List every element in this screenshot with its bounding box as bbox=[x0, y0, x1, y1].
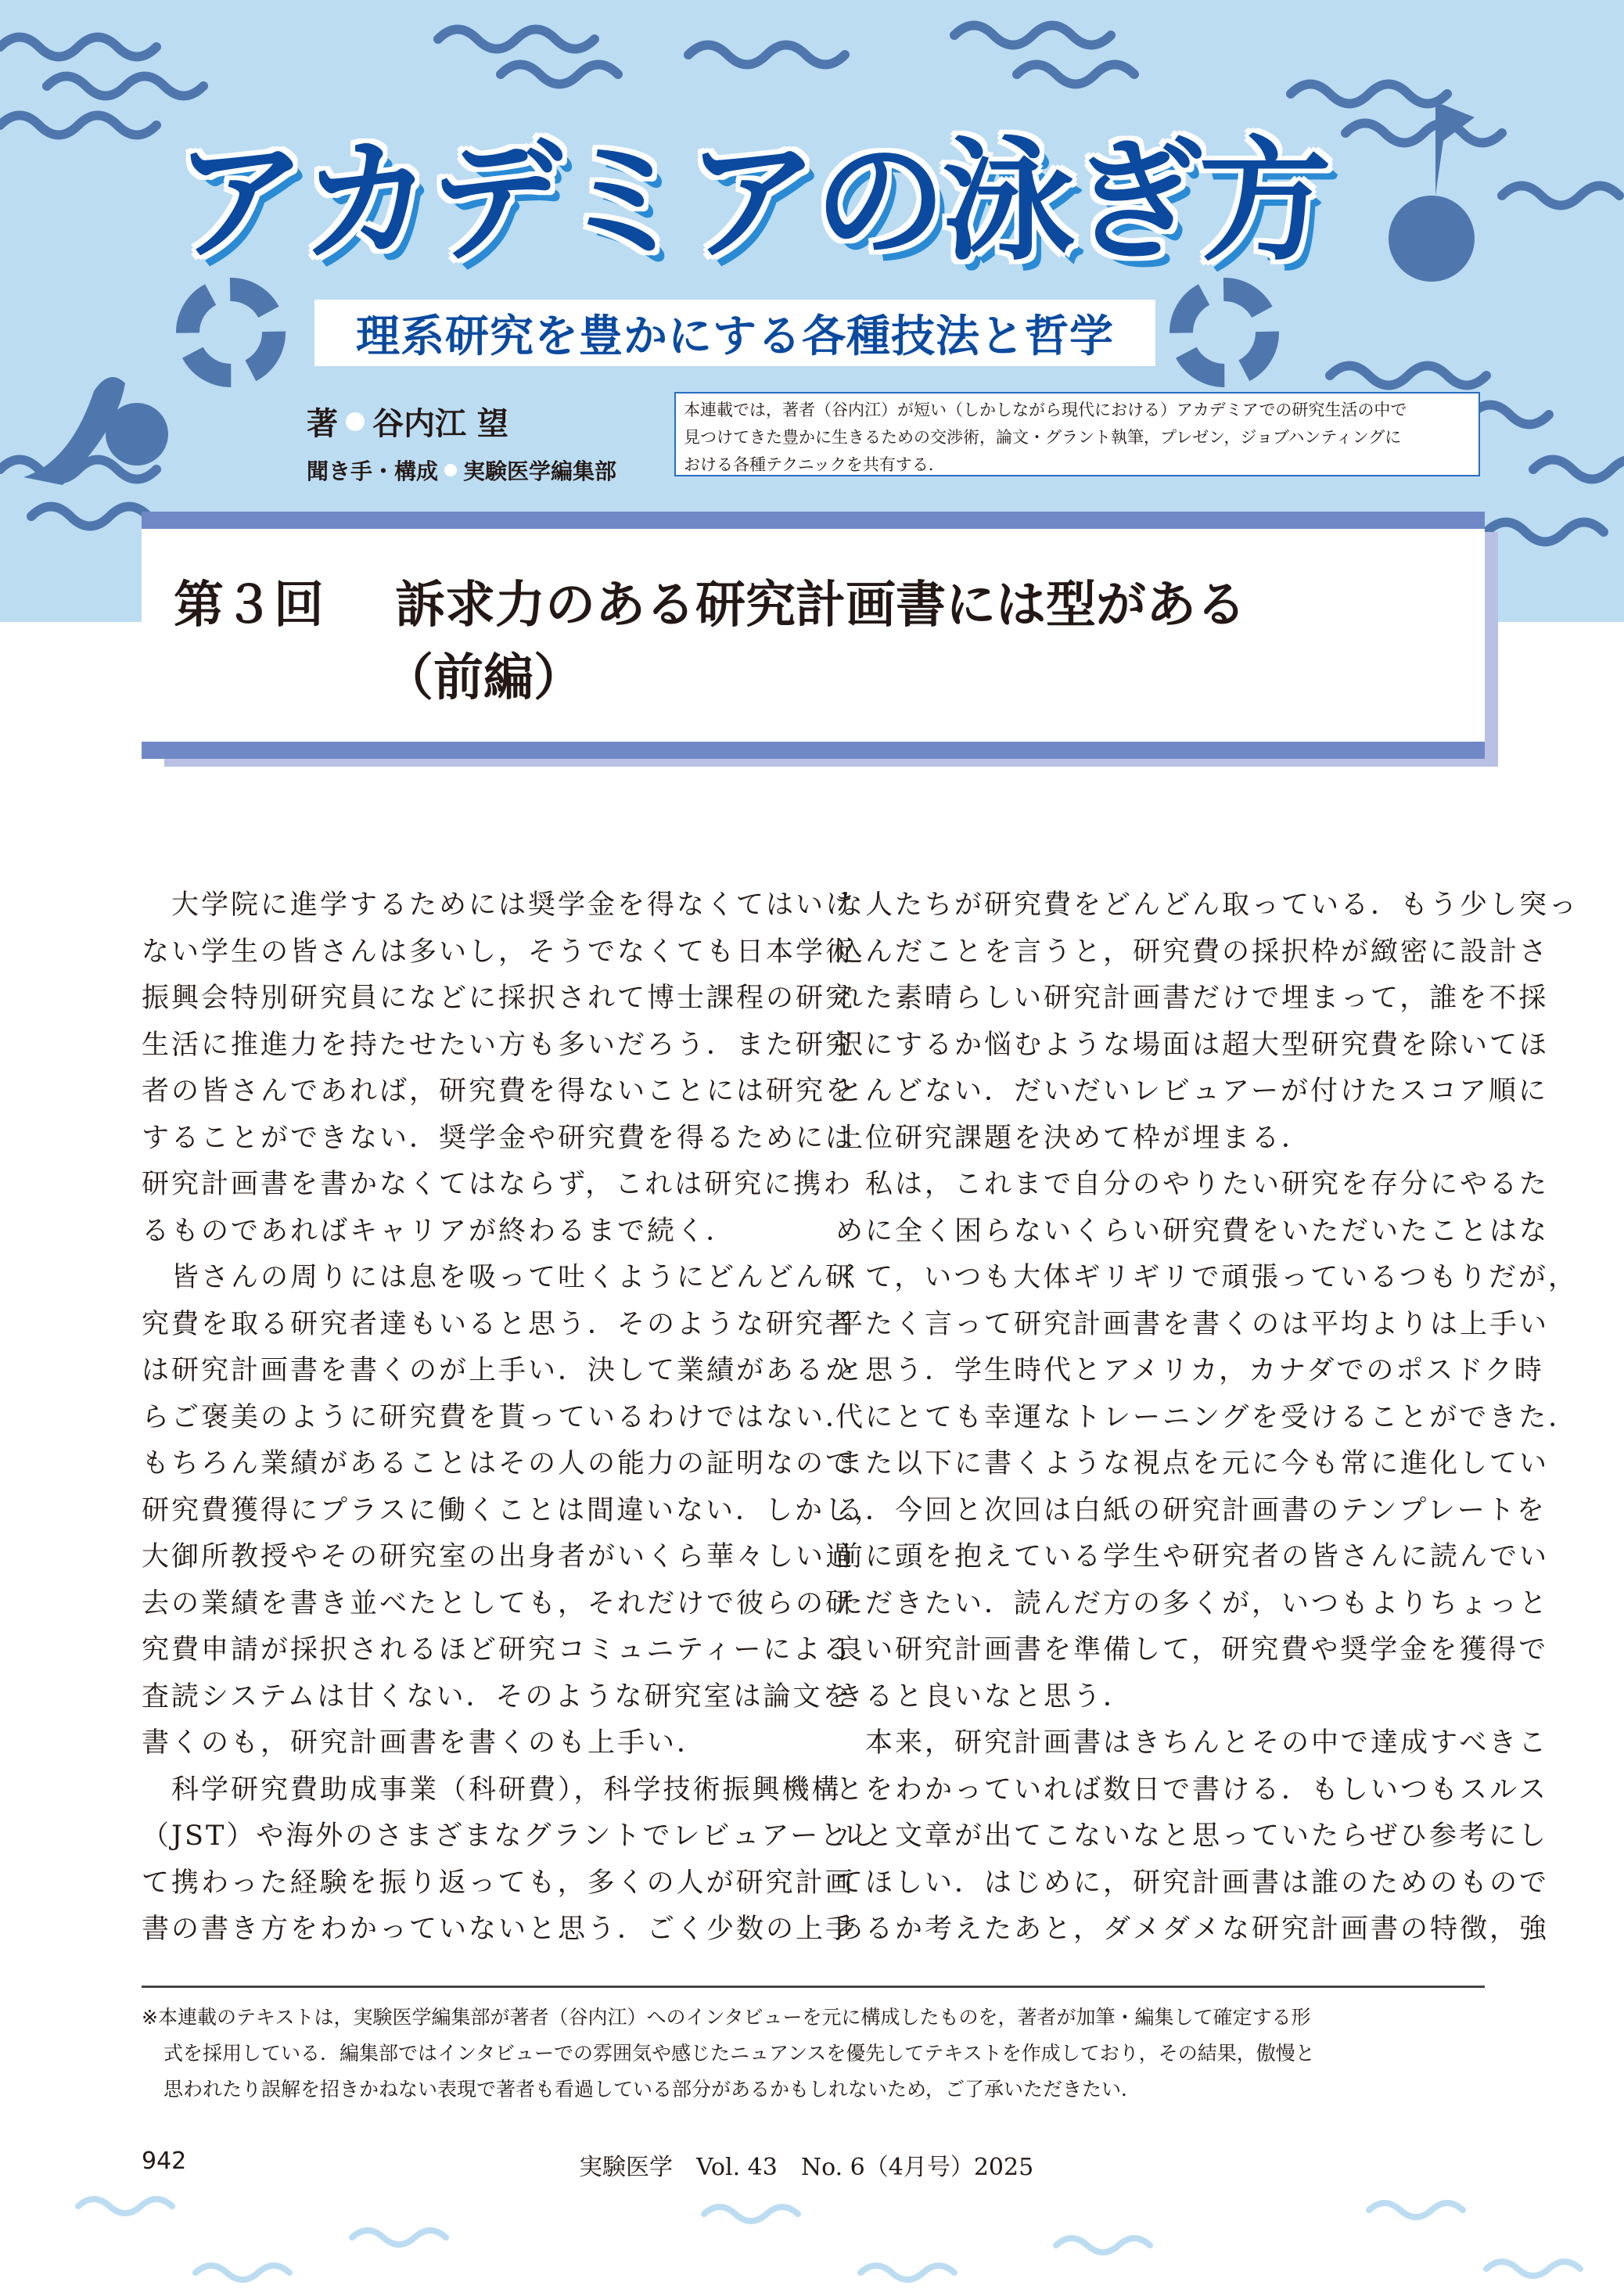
footer-wave-icons bbox=[78, 2199, 1580, 2280]
body-text-line: 皆さんの周りには息を吸って吐くようにどんどん研 bbox=[142, 1262, 856, 1293]
footnote bbox=[142, 2000, 1485, 2108]
body-text-line: とをわかっていれば数日で書ける．もしいつもスルス bbox=[835, 1774, 1548, 1806]
body-text-line: もちろん業績があることはその人の能力の証明なので bbox=[142, 1448, 856, 1479]
interviewer-label: 聞き手・構成 bbox=[307, 458, 439, 484]
body-text-line: 代にとても幸運なトレーニングを受けることができた． bbox=[835, 1401, 1579, 1433]
body-text-line: ただきたい．読んだ方の多くが，いつもよりちょっと bbox=[835, 1587, 1550, 1619]
body-column-right bbox=[835, 882, 1579, 1953]
body-text-line: 者の皆さんであれば，研究費を得ないことには研究を bbox=[142, 1076, 856, 1107]
body-text-line: 本来，研究計画書はきちんとその中で達成すべきこ bbox=[835, 1727, 1549, 1759]
body-text-line: 査読システムは甘くない．そのような研究室は論文を bbox=[142, 1680, 853, 1713]
series-subtitle: 理系研究を豊かにする各種技法と哲学 bbox=[356, 311, 1114, 362]
body-text-line: 究費申請が採択されるほど研究コミュニティーによる bbox=[142, 1634, 853, 1666]
body-text-line: めに全く困らないくらい研究費をいただいたことはな bbox=[835, 1215, 1550, 1247]
footnote-line: 式を採用している．編集部ではインタビューでの雰囲気や感じたニュアンスを優先してテキストを作成しており，その結果，傲慢と bbox=[163, 2042, 1315, 2065]
description-line: 本連載では，著者（谷内江）が短い（しかしながら現代における）アカデミアでの研究生活の中で bbox=[684, 401, 1407, 419]
body-text-line: 去の業績を書き並べたとしても，それだけで彼らの研 bbox=[142, 1587, 856, 1619]
body-text-line: 前に頭を抱えている学生や研究者の皆さんに読んでい bbox=[835, 1541, 1550, 1572]
article-title-part: （前編） bbox=[383, 649, 584, 707]
body-text-line: ない学生の皆さんは多いし，そうでなくても日本学術 bbox=[142, 936, 856, 968]
body-text-line: きると良いなと思う． bbox=[835, 1680, 1134, 1713]
body-text-line: とんどない．だいだいレビュアーが付けたスコア順に bbox=[835, 1076, 1548, 1107]
body-text-line: 書の書き方をわかっていないと思う．ごく少数の上手 bbox=[142, 1914, 856, 1945]
episode-number: 第３回 bbox=[174, 577, 324, 634]
body-text-line: 書くのも，研究計画書を書くのも上手い． bbox=[142, 1727, 707, 1759]
body-text-line: 良い研究計画書を準備して，研究費や奨学金を獲得で bbox=[835, 1634, 1549, 1666]
body-text-line: る．今回と次回は白紙の研究計画書のテンプレートを bbox=[835, 1494, 1547, 1526]
body-column-left bbox=[142, 882, 884, 1953]
journal-citation: 実験医学 Vol. 43 No. 6（4月号）2025 bbox=[579, 2154, 1034, 2181]
footnote-line: ※本連載のテキストは，実験医学編集部が著者（谷内江）へのインタビューを元に構成したものを，著者が加筆・編集して確定する形 bbox=[142, 2006, 1311, 2029]
author-name: 谷内江 望 bbox=[372, 406, 508, 442]
series-description bbox=[674, 392, 1480, 476]
subtitle-box bbox=[314, 300, 1155, 366]
body-text-line: 大学院に進学するためには奨学金を得なくてはいけ bbox=[142, 890, 856, 921]
body-text-line: て携わった経験を振り返っても，多くの人が研究計画 bbox=[142, 1867, 855, 1899]
bullet-icon bbox=[444, 464, 457, 476]
body-text-line: 私は，これまで自分のやりたい研究を存分にやるた bbox=[835, 1169, 1550, 1200]
body-text-line: 込んだことを言うと，研究費の採択枠が緻密に設計さ bbox=[835, 936, 1550, 968]
footnote-line: 思われたり誤解を招きかねない表現で著者も看過している部分があるかもしれないため，ご了承いただきたい． bbox=[163, 2078, 1141, 2101]
body-text-line: らご褒美のように研究費を貰っているわけではない． bbox=[142, 1401, 856, 1433]
body-text-line: は研究計画書を書くのが上手い．決して業績があるか bbox=[142, 1355, 856, 1386]
description-line: おける各種テクニックを共有する． bbox=[684, 455, 945, 474]
body-text-line: また以下に書くような視点を元に今も常に進化してい bbox=[835, 1448, 1550, 1479]
author-label: 著 bbox=[307, 406, 338, 442]
page-number: 942 bbox=[142, 2147, 187, 2175]
bullet-icon bbox=[346, 412, 365, 431]
body-text-line: 大御所教授やその研究室の出身者がいくら華々しい過 bbox=[142, 1541, 856, 1572]
body-text-line: することができない．奨学金や研究費を得るためには bbox=[142, 1122, 856, 1154]
body-text-line: と思う．学生時代とアメリカ，カナダでのポスドク時 bbox=[835, 1355, 1544, 1386]
footnote-divider bbox=[142, 1986, 1485, 1988]
body-text-line: 研究計画書を書かなくてはならず，これは研究に携わ bbox=[142, 1169, 853, 1200]
body-text-line: てほしい．はじめに，研究計画書は誰のためのもので bbox=[835, 1867, 1550, 1899]
body-text-line: な人たちが研究費をどんどん取っている．もう少し突っ bbox=[835, 890, 1579, 921]
body-text-line: 択にするか悩むような場面は超大型研究費を除いてほ bbox=[835, 1029, 1550, 1061]
body-text-line: ルと文章が出てこないなと思っていたらぜひ参考にし bbox=[835, 1820, 1548, 1852]
body-text-line: 平たく言って研究計画書を書くのは平均よりは上手い bbox=[835, 1308, 1550, 1340]
body-text-line: くて，いつも大体ギリギリで頑張っているつもりだが， bbox=[835, 1262, 1578, 1293]
body-text-line: 究費を取る研究者達もいると思う．そのような研究者 bbox=[142, 1308, 856, 1340]
body-text-line: 生活に推進力を持たせたい方も多いだろう．また研究 bbox=[142, 1029, 856, 1061]
body-text-line: あるか考えたあと，ダメダメな研究計画書の特徴，強 bbox=[835, 1914, 1550, 1945]
body-text-line: 上位研究課題を決めて枠が埋まる． bbox=[835, 1122, 1312, 1154]
description-line: 見つけてきた豊かに生きるための交渉術，論文・グラント執筆，プレゼン，ジョブハンティングに bbox=[684, 428, 1402, 447]
article-title: 訴求力のある研究計画書には型がある bbox=[395, 577, 1246, 634]
author-credits bbox=[307, 399, 616, 486]
body-text-line: 振興会特別研究員になどに採択されて博士課程の研究 bbox=[142, 983, 856, 1014]
series-title: アカデミアの泳ぎ方 bbox=[174, 124, 1328, 279]
body-text-line: 科学研究費助成事業（科研費），科学技術振興機構 bbox=[142, 1774, 842, 1806]
body-text-line: るものであればキャリアが終わるまで続く． bbox=[142, 1215, 736, 1247]
body-text-line: （JST）や海外のさまざまなグラントでレビュアーとし bbox=[142, 1820, 880, 1852]
body-text-line: れた素晴らしい研究計画書だけで埋まって，誰を不採 bbox=[835, 983, 1549, 1014]
interviewer-name: 実験医学編集部 bbox=[463, 458, 617, 484]
body-text-line: 研究費獲得にプラスに働くことは間違いない．しかし， bbox=[142, 1494, 884, 1526]
